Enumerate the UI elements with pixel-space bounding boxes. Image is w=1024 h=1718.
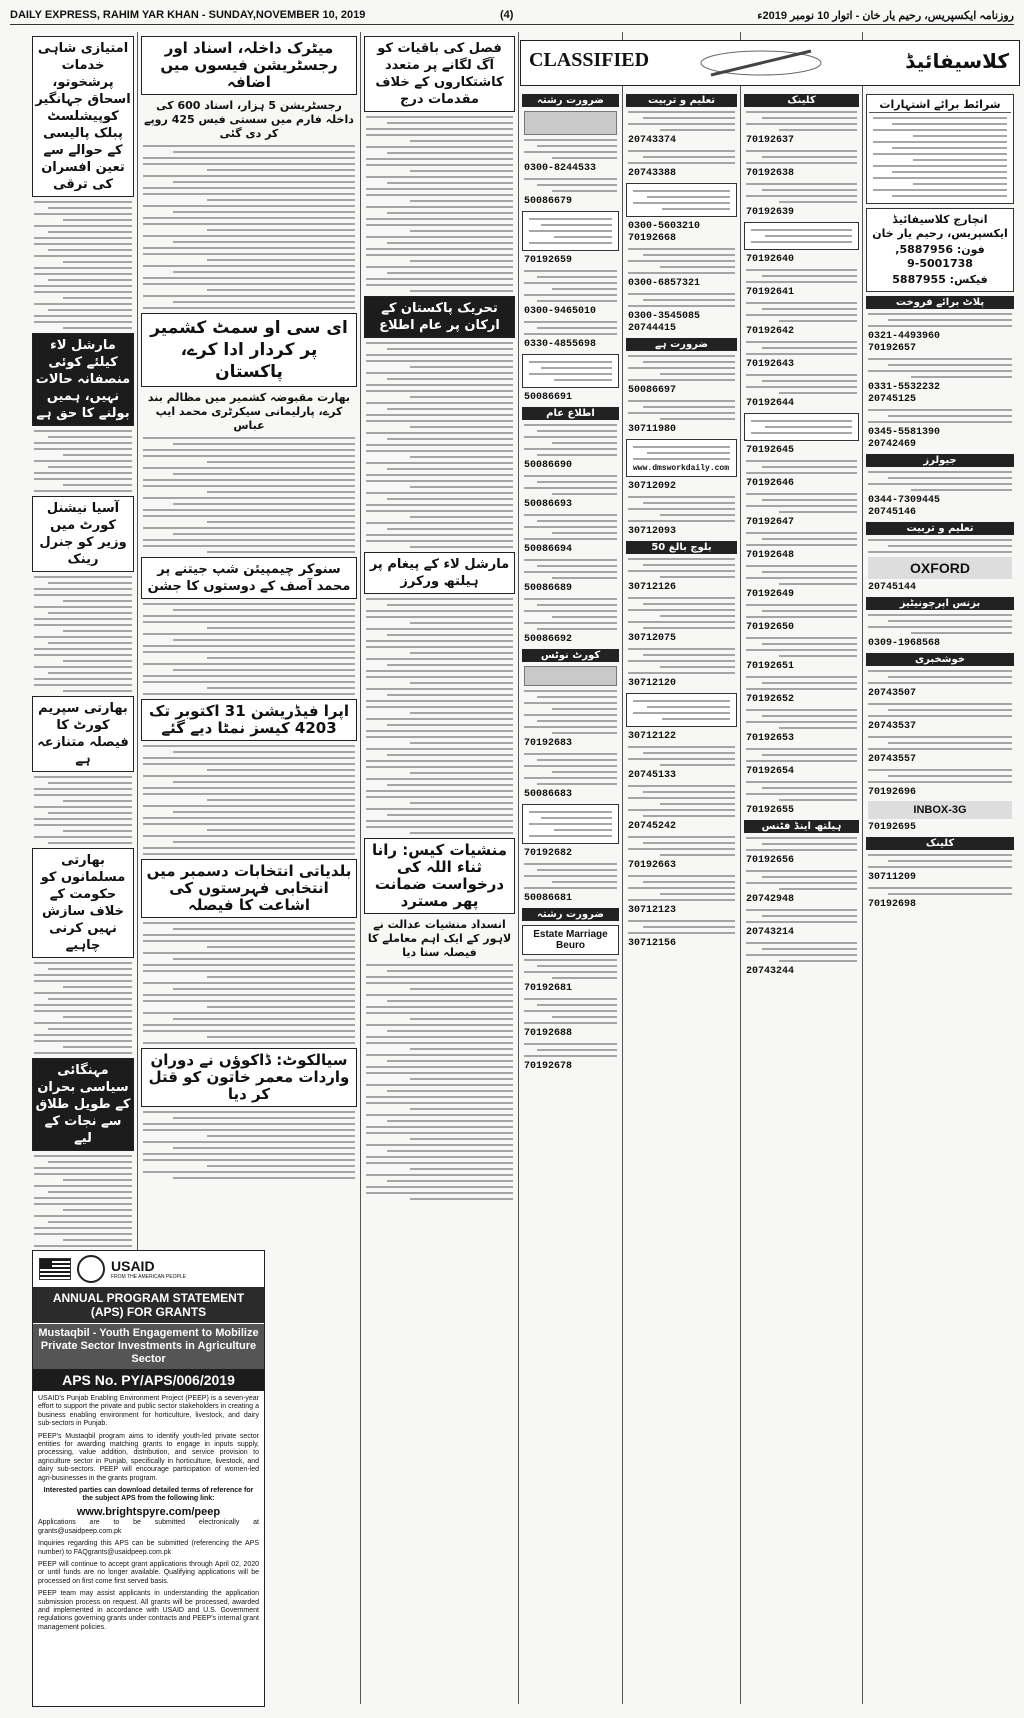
ad-phone: 20743537	[868, 721, 917, 732]
headline: سیالکوٹ: ڈاکوؤں نے دوران واردات معمر خاتون کو قتل کر دیا	[141, 1048, 357, 1107]
ad-phone: 70192652	[746, 694, 795, 705]
headline: مہنگائی سیاسی بحران کے طویل طلاق سے نجات کے لیے	[32, 1058, 134, 1151]
ad-phone: 20745125	[868, 394, 917, 405]
section-label: ضرورت ہے	[626, 338, 737, 351]
classified-banner	[520, 40, 1020, 86]
ad-phone: 0300-6857321	[628, 278, 701, 289]
headline: بھارتی مسلمانوں کو حکومت کے خلاف سازش نہیں کرنی چاہیے	[32, 848, 134, 958]
sub-headline: انسداد منشیات عدالت نے لاہور کے ایک اہم معاملے کا فیصلہ سنا دیا	[367, 918, 512, 959]
section-label: کلینک	[744, 94, 859, 107]
headline: منشیات کیس: رانا ثناء اللہ کی درخواست ضمانت پھر مسترد	[364, 838, 515, 914]
masthead-right: روزنامہ ایکسپریس، رحیم یار خان - اتوار 10 نومبر 2019ء	[757, 10, 1014, 22]
section-label: جیولرز	[866, 454, 1014, 467]
ad-phone: 30712123	[628, 905, 677, 916]
ad-phone: 70192641	[746, 287, 795, 298]
terms-box-title: شرائط برائے اشتہارات	[869, 97, 1011, 113]
ad-image	[524, 111, 617, 135]
aps-paragraph: PEEP's Mustaqbil program aims to identify youth-led private sector entities for awarding matching grants to engage in inputs supply, processing, value addition, distribution, and service provision to agriculture sector in Punjab, specifically in horticulture, livestock, and dairy sub-sectors. PEEP will encourage participation of women-led agri-businesses in the grants program.	[38, 1432, 259, 1482]
usaid-aps-advertisement	[32, 1250, 265, 1707]
headline: مارشل لاء کے پیغام پر ہیلتھ ورکرز	[364, 552, 515, 594]
ad-phone: 0300-8244533	[524, 163, 597, 174]
article-body	[143, 745, 355, 855]
ad-phone: 70192659	[524, 255, 573, 266]
ad-phone: 50086691	[524, 392, 573, 403]
ad-phone: 70192656	[746, 855, 795, 866]
ad-phone: 50086690	[524, 460, 573, 471]
section-label: ضرورت رشتہ	[522, 908, 619, 921]
aps-paragraph: Interested parties can download detailed terms of reference for the subject APS from the following link:	[43, 1487, 254, 1503]
ad-phone: 20745146	[868, 507, 917, 518]
ad-phone: 50086679	[524, 196, 573, 207]
ad-phone: 0300-3545085	[628, 311, 701, 322]
ad-phone: 30711980	[628, 424, 677, 435]
aps-body	[33, 1391, 264, 1640]
headline: فصل کی باقیات کو آگ لگانے پر متعدد کاشتکاروں کے خلاف مقدمات درج	[364, 36, 515, 112]
article-body	[143, 1111, 355, 1179]
aps-paragraph: Applications are to be submitted electronically at grants@usaidpeep.com.pk	[38, 1519, 259, 1535]
ad-phone: 70192657	[868, 343, 917, 354]
column-rule	[862, 32, 863, 1704]
ad-phone: 70192643	[746, 359, 795, 370]
ad-phone: 50086692	[524, 634, 573, 645]
ad-phone: 70192638	[746, 168, 795, 179]
ad-phone: 70192649	[746, 589, 795, 600]
office-phone: فون: 5887956, 5001738-9	[895, 243, 985, 270]
ad-phone: 0344-7309445	[868, 495, 941, 506]
ad-phone: 20743388	[628, 168, 677, 179]
article-body	[143, 145, 355, 309]
ad-phone: 30712075	[628, 633, 677, 644]
ad-phone: 70192654	[746, 766, 795, 777]
ad-phone: 20743557	[868, 754, 917, 765]
aps-paragraph: Inquiries regarding this APS can be submitted (referencing the APS number) to FAQgrants@usaidpeep.com.pk	[38, 1540, 259, 1556]
classified-office-box	[866, 208, 1014, 292]
inbox-logo: INBOX-3G	[868, 801, 1012, 819]
article-body	[34, 962, 132, 1054]
ad-phone: 70192651	[746, 661, 795, 672]
aps-paragraph: USAID's Punjab Enabling Environment Project (PEEP) is a seven-year effort to support the private and public sector stakeholders in creating a business enabling environment for horticulture, livestock, and dairy sub-sectors in Punjab.	[38, 1395, 259, 1428]
ad-phone: 70192647	[746, 517, 795, 528]
usaid-name: USAID	[111, 1258, 155, 1274]
aps-download-link[interactable]: www.brightspyre.com/peep	[76, 1505, 221, 1518]
article-body	[34, 430, 132, 492]
ad-phone: 30711209	[868, 872, 917, 883]
aps-title: ANNUAL PROGRAM STATEMENT (APS) FOR GRANTS	[33, 1287, 264, 1323]
ad-phone: 70192650	[746, 622, 795, 633]
ad-phone: 20743244	[746, 966, 795, 977]
ad-image	[524, 666, 617, 686]
ad-phone: 20745144	[868, 582, 917, 593]
section-label: کلینک	[866, 837, 1014, 850]
column-rule	[622, 32, 623, 1704]
news-column-3	[362, 32, 517, 1702]
ad-phone: 20744415	[628, 323, 677, 334]
news-column-1	[30, 32, 136, 1247]
ad-phone: 20743507	[868, 688, 917, 699]
section-label: ہیلتھ اینڈ فٹنس	[744, 820, 859, 833]
ad-phone: 50086697	[628, 385, 677, 396]
section-label: ضرورت رشتہ	[522, 94, 619, 107]
ad-phone: 70192645	[746, 445, 795, 456]
article-body	[143, 603, 355, 695]
section-label: بلوچ بالغ 50	[626, 541, 737, 554]
ad-phone: 0345-5581390	[868, 427, 941, 438]
headline: اپرا فیڈریشن 31 اکتوبر تک 4203 کیسز نمٹا دیے گئے	[141, 699, 357, 741]
ad-phone: 0309-1968568	[868, 638, 941, 649]
column-rule	[518, 32, 519, 1704]
classified-column-4	[520, 90, 621, 1710]
usaid-tagline: FROM THE AMERICAN PEOPLE	[111, 1274, 186, 1280]
terms-box	[866, 94, 1014, 204]
ad-phone: 30712126	[628, 582, 677, 593]
classified-column-7	[864, 90, 1016, 1710]
usaid-seal-icon	[77, 1255, 105, 1283]
headline: بھارتی سپریم کورٹ کا فیصلہ متنازعہ ہے	[32, 696, 134, 772]
ad-phone: 20742948	[746, 894, 795, 905]
sub-headline: بھارت مقبوضہ کشمیر میں مظالم بند کرے، پارلیمانی سیکرٹری محمد ایپ عباس	[147, 391, 351, 432]
section-label: خوشخبری	[866, 653, 1014, 666]
ad-phone: 50086693	[524, 499, 573, 510]
ad-phone: 70192682	[524, 848, 573, 859]
ad-phone: 50086681	[524, 893, 573, 904]
ad-phone: 20743374	[628, 135, 677, 146]
classified-column-5	[624, 90, 739, 1710]
article-body	[34, 1155, 132, 1247]
column-rule	[740, 32, 741, 1704]
article-body	[366, 116, 513, 292]
ad-phone: 30712092	[628, 481, 677, 492]
sub-headline: رجسٹریشن 5 ہزار، اسناد 600 کی داخلہ فارم میں سستی فیس 425 روپے کر دی گئی	[144, 99, 354, 140]
article-body	[366, 342, 513, 548]
ad-phone: 70192640	[746, 254, 795, 265]
office-fax: فیکس: 5887955	[892, 273, 988, 286]
article-body	[34, 201, 132, 329]
classified-title-ur: کلاسیفائیڈ	[905, 49, 1009, 73]
aps-number: APS No. PY/APS/006/2019	[33, 1369, 264, 1391]
column-rule	[360, 32, 361, 1704]
ad-phone: 0300-9465010	[524, 306, 597, 317]
ad-phone: 30712156	[628, 938, 677, 949]
aps-paragraph: PEEP will continue to accept grant applications through April 02, 2020 or until funds are no longer available. Qualifying applications will be processed on first come first served basis.	[38, 1560, 259, 1585]
ad-phone: 70192663	[628, 860, 677, 871]
ad-phone: 70192653	[746, 733, 795, 744]
us-flag-icon	[39, 1258, 71, 1280]
ad-phone: 70192678	[524, 1061, 573, 1072]
section-label: تعلیم و تربیت	[626, 94, 737, 107]
ad-phone: 30712122	[628, 731, 677, 742]
headline: امتیازی شاہی خدمات پرشخوتو، اسحاق جہانگیر کوپیشلسٹ پبلک پالیسی کے حوالے سے تعین افسران کی ترقی	[32, 36, 134, 197]
ad-phone: 70192637	[746, 135, 795, 146]
ad-phone: 70192668	[628, 233, 677, 244]
headline: ای سی او سمٹ کشمیر پر کردار ادا کرے، پاکستان	[141, 313, 357, 387]
section-label: تعلیم و تربیت	[866, 522, 1014, 535]
ad-phone: 50086683	[524, 789, 573, 800]
ad-phone: 0321-4493960	[868, 331, 941, 342]
ad-phone: 70192644	[746, 398, 795, 409]
ad-phone: 70192655	[746, 805, 795, 816]
ad-phone: 20745133	[628, 770, 677, 781]
section-label: بزنس اپرچونیٹیز	[866, 597, 1014, 610]
ad-phone: 30712120	[628, 678, 677, 689]
article-body	[143, 922, 355, 1044]
article-body	[366, 964, 513, 1200]
ad-phone: 70192688	[524, 1028, 573, 1039]
estate-marriage-bureau-ad: Estate Marriage Beuro	[522, 925, 619, 955]
ad-phone: 70192681	[524, 983, 573, 994]
ad-phone: 70192696	[868, 787, 917, 798]
headline: آسیا نیشنل کورٹ میں وزیر کو جنرل رینک	[32, 496, 134, 572]
ad-phone: 70192683	[524, 738, 573, 749]
ad-phone: 70192646	[746, 478, 795, 489]
article-body	[34, 776, 132, 844]
ad-phone: 0331-5532232	[868, 382, 941, 393]
section-label: پلاٹ برائے فروخت	[866, 296, 1014, 309]
aps-paragraph: PEEP team may assist applicants in understanding the application submission process on request. All grants will be processed, awarded and implemented in accordance with USAID and U.S. Government regulations governing grants under contracts and PEEP's internal grant management policies.	[38, 1590, 259, 1631]
ad-phone: 50086694	[524, 544, 573, 555]
section-label: اطلاع عام	[522, 407, 619, 420]
website-link[interactable]: www.dmsworkdaily.com	[633, 464, 730, 473]
headline: تحریک پاکستان کے ارکان پر عام اطلاع	[364, 296, 515, 338]
masthead	[10, 8, 1014, 25]
article-body	[143, 437, 355, 553]
aps-subtitle: Mustaqbil - Youth Engagement to Mobilize Private Sector Investments in Agriculture Sector	[33, 1323, 264, 1369]
ad-phone: 70192648	[746, 550, 795, 561]
ad-phone: 70192698	[868, 899, 917, 910]
article-body	[366, 598, 513, 834]
headline: مارشل لاء کیلئے کوئی منصفانہ حالات نہیں، ہمیں بولنے کا حق ہے	[32, 333, 134, 426]
headline: سنوکر چیمپیئن شپ جیتنے پر محمد آصف کے دوستوں کا جشن	[141, 557, 357, 599]
oxford-logo: OXFORD	[868, 557, 1012, 579]
ad-phone: 20743214	[746, 927, 795, 938]
ad-phone: 30712093	[628, 526, 677, 537]
ad-phone: 20742469	[868, 439, 917, 450]
usaid-logo	[33, 1251, 264, 1287]
page-number: (4)	[500, 9, 514, 21]
masthead-left: DAILY EXPRESS, RAHIM YAR KHAN - SUNDAY,NOVEMBER 10, 2019	[10, 9, 366, 21]
section-label: کورٹ نوٹس	[522, 649, 619, 662]
news-column-2	[139, 32, 359, 1242]
headline: بلدیاتی انتخابات دسمبر میں انتخابی فہرستوں کی اشاعت کا فیصلہ	[141, 859, 357, 918]
ad-phone: 0330-4855698	[524, 339, 597, 350]
ad-phone: 70192695	[868, 822, 917, 833]
ad-phone: 70192642	[746, 326, 795, 337]
ad-phone: 70192639	[746, 207, 795, 218]
headline: میٹرک داخلہ، اسناد اور رجسٹریشن فیسوں میں اضافہ	[141, 36, 357, 95]
ad-phone: 0300-5603210	[628, 221, 701, 232]
office-title: انچارج کلاسیفائیڈ ایکسپریس، رحیم یار خان	[872, 213, 1008, 240]
classified-title-en: CLASSIFIED	[529, 49, 650, 71]
ad-phone: 20745242	[628, 821, 677, 832]
ad-phone: 50086689	[524, 583, 573, 594]
classified-column-6	[742, 90, 861, 1710]
pen-illustration-icon	[691, 45, 841, 81]
article-body	[34, 576, 132, 692]
